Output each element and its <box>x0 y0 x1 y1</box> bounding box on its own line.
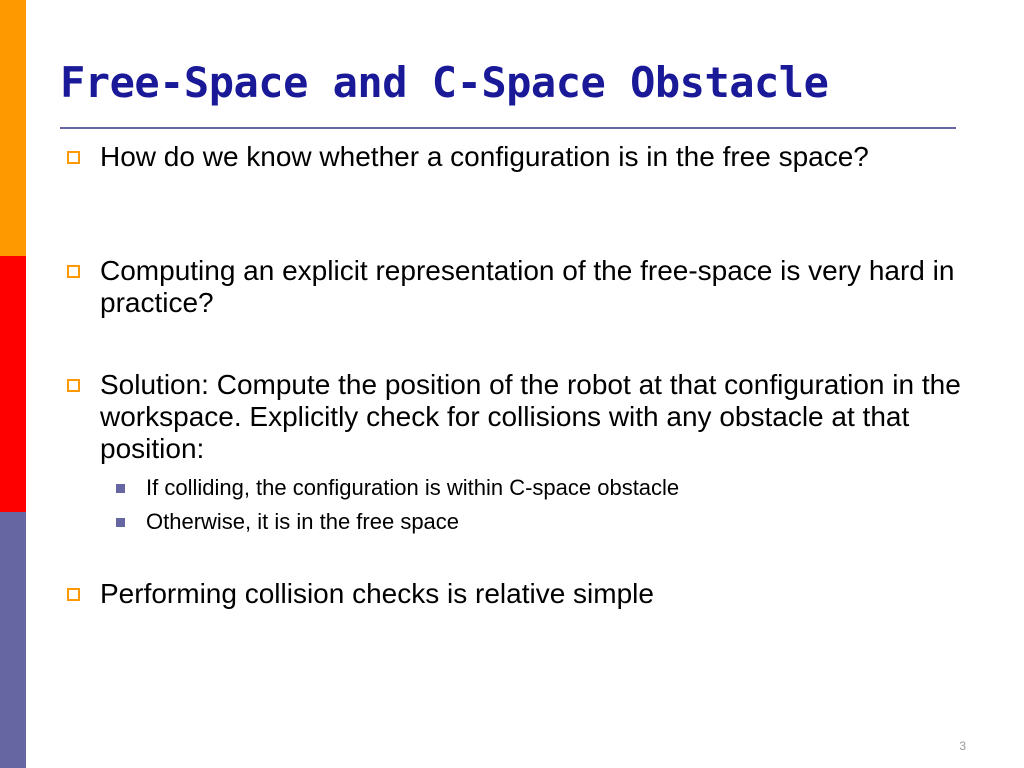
sub-bullet-text: Otherwise, it is in the free space <box>146 509 460 534</box>
hollow-square-bullet-icon <box>67 379 80 392</box>
bullet-text: Performing collision checks is relative simple <box>100 578 654 609</box>
bullet-item <box>100 578 970 610</box>
sidebar-stripe-red <box>0 256 26 512</box>
bullet-item <box>100 141 970 173</box>
sub-bullet-item <box>146 475 966 501</box>
title-divider <box>60 127 956 129</box>
filled-square-bullet-icon <box>116 518 125 527</box>
bullet-item <box>100 369 970 465</box>
sidebar-stripe-orange <box>0 0 26 256</box>
bullet-item <box>100 255 970 319</box>
bullet-text: Solution: Compute the position of the robot at that configuration in the workspace. Explicitly check for collisions with any obstacle at that position: <box>100 369 961 464</box>
slide-title: Free-Space and C-Space Obstacle <box>60 58 829 107</box>
bullet-text: How do we know whether a configuration is in the free space? <box>100 141 869 172</box>
bullet-text: Computing an explicit representation of the free-space is very hard in practice? <box>100 255 955 318</box>
hollow-square-bullet-icon <box>67 151 80 164</box>
sub-bullet-item <box>146 509 966 535</box>
hollow-square-bullet-icon <box>67 588 80 601</box>
sub-bullet-text: If colliding, the configuration is within C-space obstacle <box>146 475 680 500</box>
hollow-square-bullet-icon <box>67 265 80 278</box>
slide-number: 3 <box>959 739 966 753</box>
sidebar-stripe-purple <box>0 512 26 768</box>
filled-square-bullet-icon <box>116 484 125 493</box>
